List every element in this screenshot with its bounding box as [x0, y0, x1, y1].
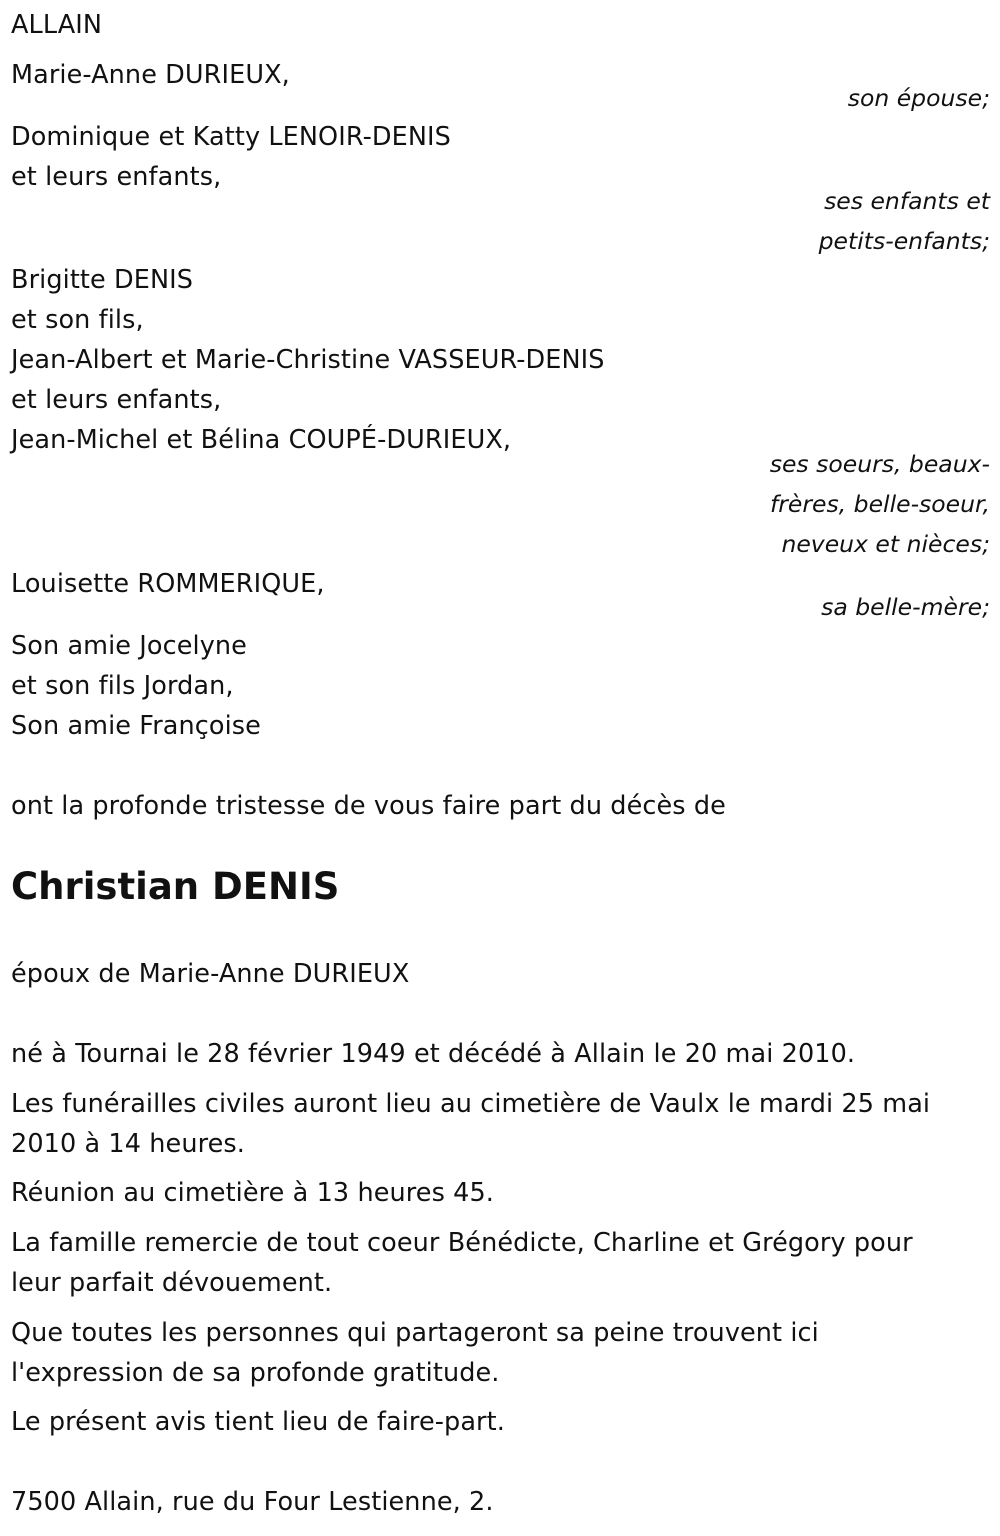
- children-line-2: et leurs enfants,: [11, 162, 222, 192]
- thanks-line-1: La famille remercie de tout coeur Bénédicte, Charline et Grégory pour: [11, 1228, 913, 1258]
- friends-line-3: Son amie Françoise: [11, 711, 261, 741]
- friends-line-2: et son fils Jordan,: [11, 671, 234, 701]
- header-place: ALLAIN: [11, 10, 103, 40]
- birth-death-line: né à Tournai le 28 février 1949 et décédé à Allain le 20 mai 2010.: [11, 1039, 856, 1069]
- announcement: ont la profonde tristesse de vous faire part du décès de: [11, 791, 726, 821]
- children-line-1: Dominique et Katty LENOIR-DENIS: [11, 122, 451, 152]
- siblings-relation-2: frères, belle-soeur,: [769, 490, 990, 518]
- gratitude-line-1: Que toutes les personnes qui partageront sa peine trouvent ici: [11, 1318, 819, 1348]
- spouse-of: époux de Marie-Anne DURIEUX: [11, 959, 410, 989]
- gratitude-line-2: l'expression de sa profonde gratitude.: [11, 1358, 500, 1388]
- meeting-line: Réunion au cimetière à 13 heures 45.: [11, 1178, 495, 1208]
- funeral-line-2: 2010 à 14 heures.: [11, 1129, 246, 1159]
- siblings-line-3: Jean-Albert et Marie-Christine VASSEUR-DENIS: [11, 345, 605, 375]
- deceased-name: Christian DENIS: [11, 865, 340, 908]
- siblings-line-2: et son fils,: [11, 305, 144, 335]
- children-relation-2: petits-enfants;: [818, 227, 990, 255]
- spouse-name: Marie-Anne DURIEUX,: [11, 60, 290, 90]
- mother-in-law-name: Louisette ROMMERIQUE,: [11, 569, 325, 599]
- funeral-line-1: Les funérailles civiles auront lieu au cimetière de Vaulx le mardi 25 mai: [11, 1089, 931, 1119]
- mother-in-law-relation: sa belle-mère;: [821, 593, 990, 621]
- notice-line: Le présent avis tient lieu de faire-part.: [11, 1407, 505, 1437]
- siblings-relation-1: ses soeurs, beaux-: [769, 450, 990, 478]
- siblings-relation-3: neveux et nièces;: [781, 530, 990, 558]
- siblings-line-5: Jean-Michel et Bélina COUPÉ-DURIEUX,: [11, 425, 512, 455]
- children-relation-1: ses enfants et: [824, 187, 990, 215]
- address-line: 7500 Allain, rue du Four Lestienne, 2.: [11, 1487, 494, 1517]
- siblings-line-1: Brigitte DENIS: [11, 265, 194, 295]
- thanks-line-2: leur parfait dévouement.: [11, 1268, 333, 1298]
- siblings-line-4: et leurs enfants,: [11, 385, 222, 415]
- friends-line-1: Son amie Jocelyne: [11, 631, 247, 661]
- spouse-relation: son épouse;: [847, 84, 990, 112]
